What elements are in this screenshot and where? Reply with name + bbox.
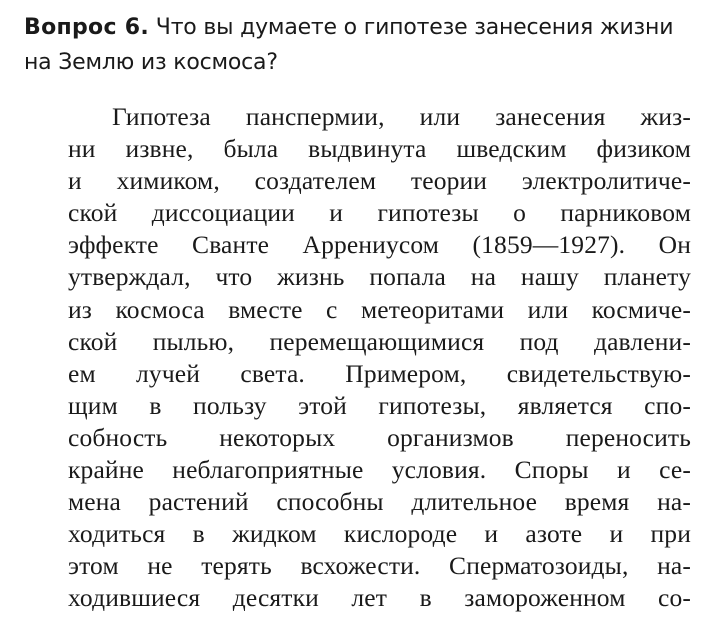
- paragraph-line: собность некоторых организмов переносить: [68, 422, 691, 452]
- paragraph-line: ем лучей света. Примером, свидетельствую-: [68, 358, 691, 388]
- paragraph-line: крайне неблагоприятные условия. Споры и се-: [68, 455, 691, 485]
- paragraph-line: ходившиеся десятки лет в замороженном со-: [68, 583, 691, 613]
- paragraph-line: ской пылью, перемещающимися под давлени-: [68, 326, 691, 356]
- paragraph-line: мена растений способны длительное время на-: [68, 487, 691, 517]
- paragraph-line: ской диссоциации и гипотезы о парниковом: [68, 198, 691, 228]
- paragraph-line: и химиком, создателем теории электролитиче-: [68, 166, 691, 196]
- question-label: Вопрос 6.: [24, 15, 150, 40]
- answer-paragraph: [24, 101, 691, 615]
- paragraph-line: из космоса вместе с метеоритами или космиче-: [68, 294, 691, 324]
- paragraph-line: ни извне, была выдвинута шведским физиком: [68, 134, 691, 164]
- question-text: Что вы думаете о гипотезе занесения жизни на Землю из космоса?: [24, 15, 674, 75]
- paragraph-line: утверждал, что жизнь попала на нашу планету: [68, 262, 691, 292]
- question-heading: [24, 10, 691, 80]
- paragraph-line: эффекте Сванте Аррениусом (1859—1927). Он: [68, 230, 691, 260]
- paragraph-line: щим в пользу этой гипотезы, является спо-: [68, 390, 691, 420]
- paragraph-line: этом не терять всхожести. Сперматозоиды, на-: [68, 551, 691, 581]
- paragraph-line: ходиться в жидком кислороде и азоте и при: [68, 519, 691, 549]
- paragraph-line: Гипотеза панспермии, или занесения жиз-: [112, 102, 691, 131]
